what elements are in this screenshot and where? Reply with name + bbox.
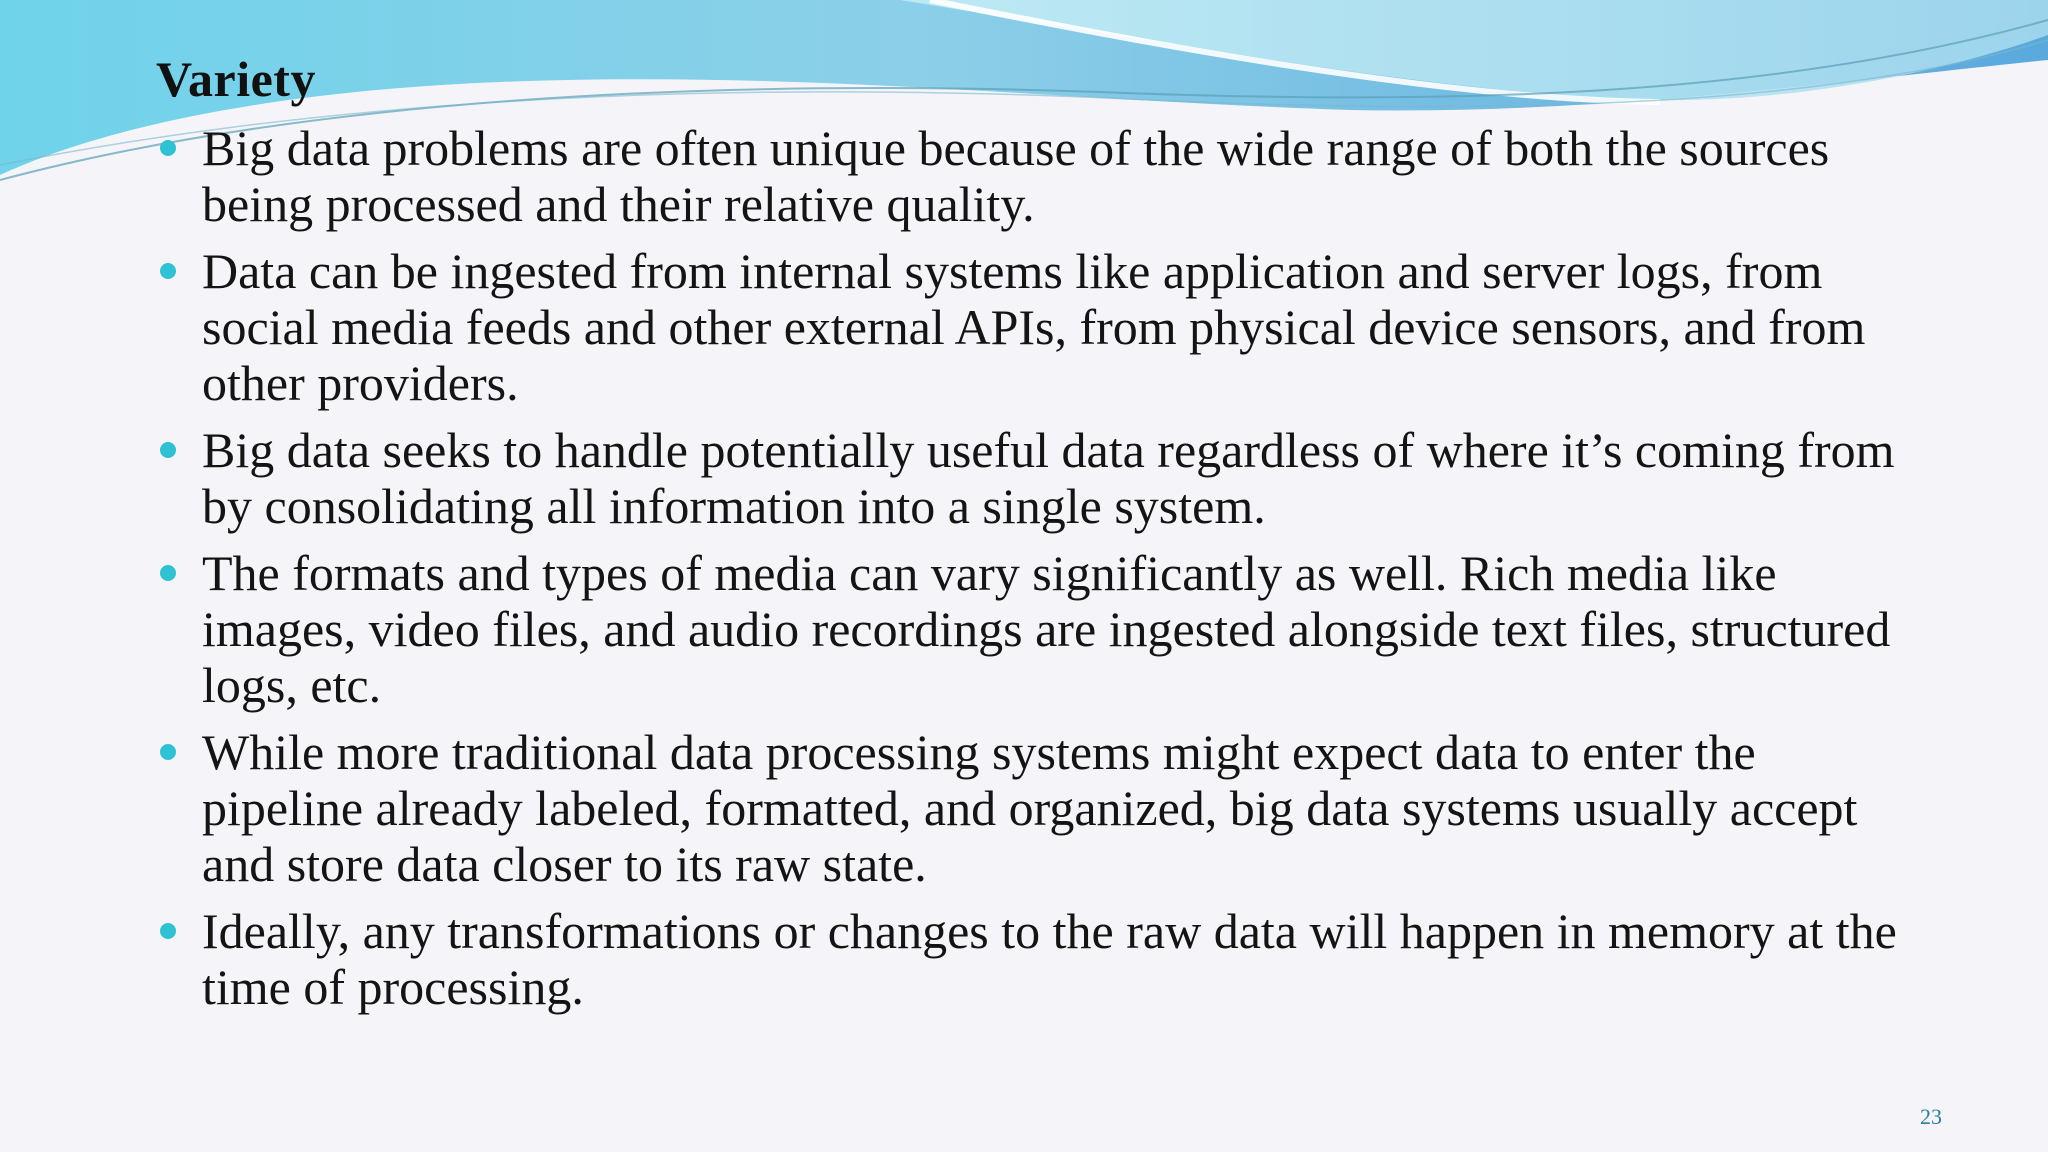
round-bullet-icon <box>160 923 176 939</box>
bullet-item <box>156 545 1916 713</box>
bullet-list <box>156 120 1916 1026</box>
bullet-text: While more traditional data processing systems might expect data to enter the pipeline already labeled, formatted, and organized, big data systems usually accept and store data closer to its raw state. <box>202 724 1858 892</box>
page-number: 23 <box>1920 1104 1942 1129</box>
bullet-item <box>156 724 1916 892</box>
round-bullet-icon <box>160 140 176 156</box>
bullet-item <box>156 422 1916 534</box>
round-bullet-icon <box>160 442 176 458</box>
bullet-text: Big data problems are often unique because of the wide range of both the sources being processed and their relative quality. <box>202 120 1830 232</box>
bullet-item <box>156 120 1916 232</box>
bullet-text: Data can be ingested from internal systems like application and server logs, from social media feeds and other external APIs, from physical device sensors, and from other providers. <box>202 243 1866 411</box>
bullet-text: Ideally, any transformations or changes to the raw data will happen in memory at the time of processing. <box>202 903 1897 1015</box>
bullet-text: The formats and types of media can vary significantly as well. Rich media like images, video files, and audio recordings are ingested alongside text files, structured logs, etc. <box>202 545 1891 713</box>
round-bullet-icon <box>160 565 176 581</box>
slide-title: Variety <box>156 51 316 107</box>
bullet-item <box>156 243 1916 411</box>
bullet-item <box>156 903 1916 1015</box>
bullet-text: Big data seeks to handle potentially useful data regardless of where it’s coming from by consolidating all information into a single system. <box>202 422 1895 534</box>
round-bullet-icon <box>160 744 176 760</box>
round-bullet-icon <box>160 263 176 279</box>
